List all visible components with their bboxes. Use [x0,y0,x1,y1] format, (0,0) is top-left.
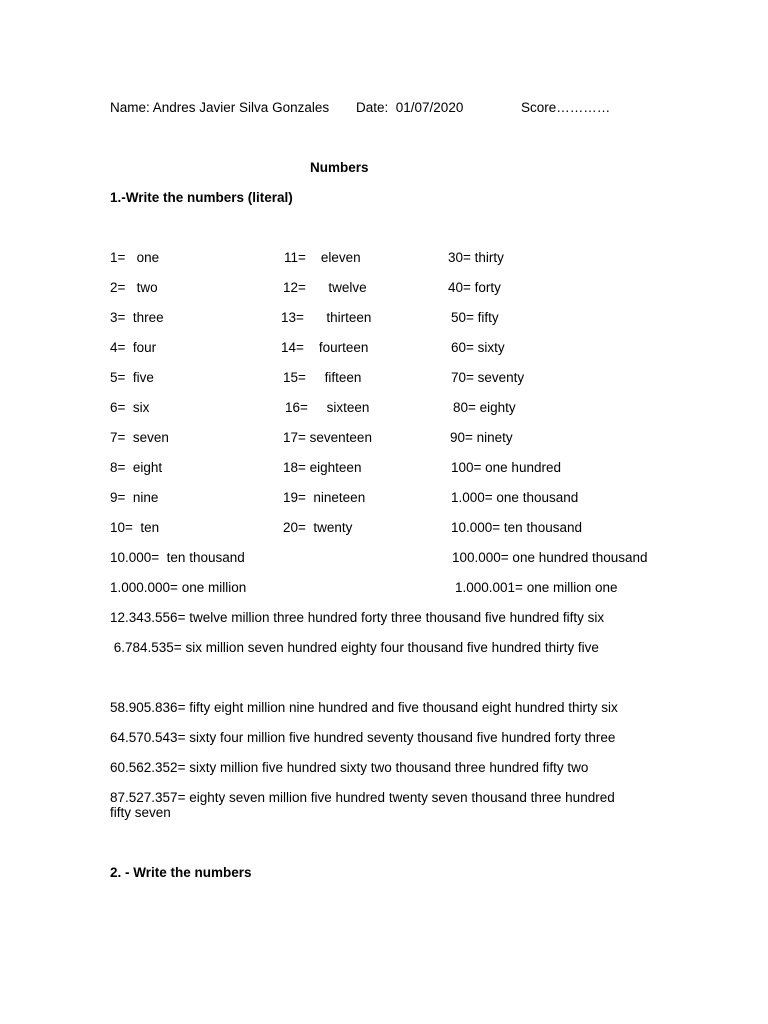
number-entry: 6= six [110,400,150,415]
number-entry: 2= two [110,280,158,295]
number-entry: 8= eight [110,460,163,475]
long-number-entry: 60.562.352= sixty million five hundred sixty two thousand three hundred fifty two [110,760,589,775]
number-entry: 10.000= ten thousand [451,520,582,535]
section-2-heading: 2. - Write the numbers [110,865,252,880]
number-entry: 18= eighteen [283,460,362,475]
number-entry: 4= four [110,340,157,355]
number-entry: 1= one [110,250,160,265]
long-number-entry: 58.905.836= fifty eight million nine hundred and five thousand eight hundred thirty six [110,700,618,715]
number-entry: 80= eighty [453,400,516,415]
number-entry: 11= eleven [284,250,361,265]
number-entry: 50= fifty [451,310,499,325]
number-entry: 1.000.000= one million [110,580,247,595]
number-entry: 19= nineteen [283,490,366,505]
score-field: Score………… [521,100,611,115]
number-entry: 13= thirteen [281,310,372,325]
number-entry: 30= thirty [448,250,504,265]
number-entry: 5= five [110,370,154,385]
number-entry: 3= three [110,310,164,325]
number-entry: 70= seventy [451,370,525,385]
number-entry: 100.000= one hundred thousand [452,550,648,565]
number-entry: 1.000= one thousand [451,490,579,505]
number-entry: 15= fifteen [283,370,362,385]
long-number-entry: 12.343.556= twelve million three hundred forty three thousand five hundred fifty six [110,610,605,625]
number-entry: 1.000.001= one million one [455,580,618,595]
student-name: Name: Andres Javier Silva Gonzales [110,100,330,115]
long-number-entry-continuation: fifty seven [110,805,171,820]
date-field: Date: 01/07/2020 [356,100,464,115]
page-title: Numbers [310,160,369,175]
long-number-entry: 64.570.543= sixty four million five hundred seventy thousand five hundred forty three [110,730,616,745]
number-entry: 10.000= ten thousand [110,550,245,565]
number-entry: 20= twenty [283,520,353,535]
number-entry: 10= ten [110,520,160,535]
long-number-entry: 6.784.535= six million seven hundred eighty four thousand five hundred thirty five [110,640,599,655]
number-entry: 60= sixty [451,340,505,355]
number-entry: 9= nine [110,490,159,505]
number-entry: 12= twelve [283,280,367,295]
number-entry: 16= sixteen [285,400,370,415]
section-1-heading: 1.-Write the numbers (literal) [110,190,293,205]
number-entry: 17= seventeen [283,430,372,445]
number-entry: 100= one hundred [451,460,561,475]
number-entry: 7= seven [110,430,169,445]
number-entry: 14= fourteen [281,340,369,355]
long-number-entry: 87.527.357= eighty seven million five hundred twenty seven thousand three hundred [110,790,615,805]
number-entry: 40= forty [448,280,501,295]
number-entry: 90= ninety [450,430,513,445]
